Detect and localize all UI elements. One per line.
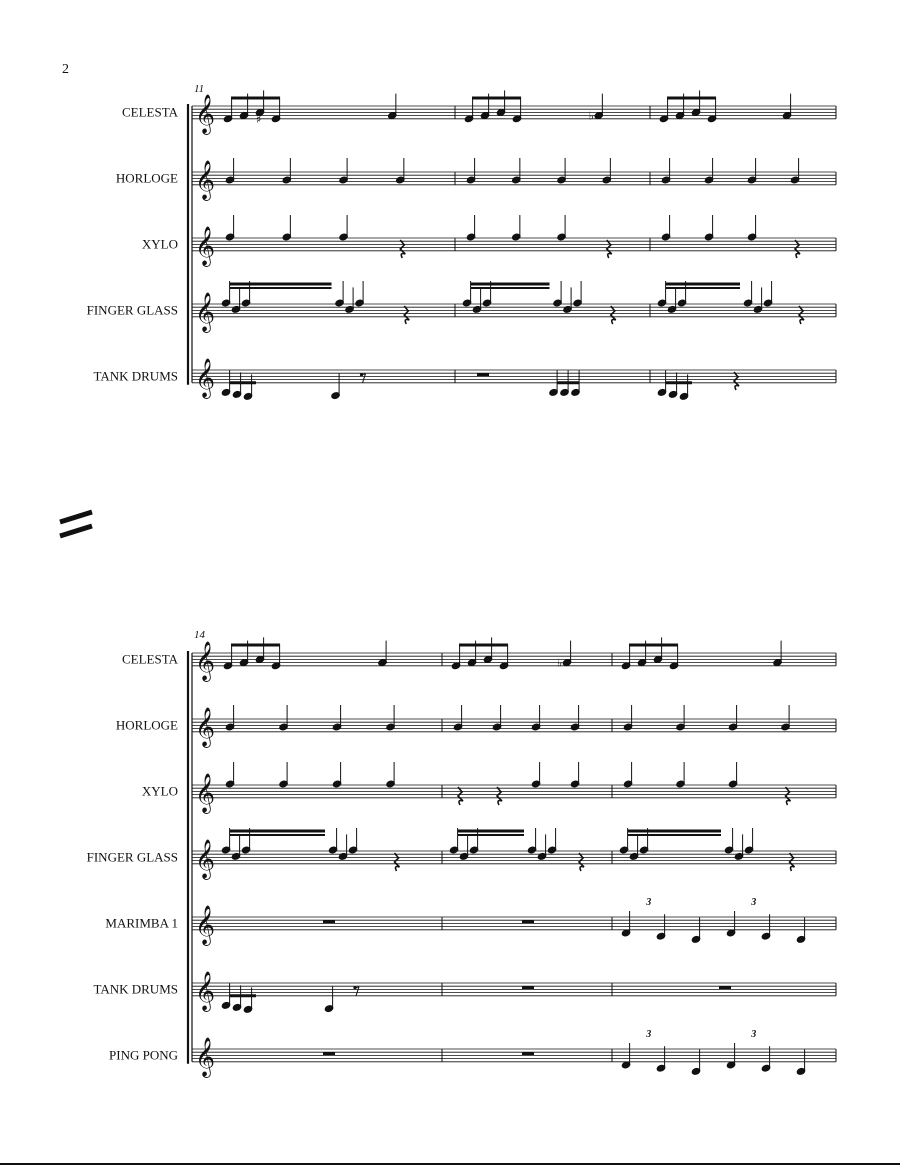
measure-number: 11 xyxy=(194,83,205,95)
sharp-icon: ♯ xyxy=(240,109,246,123)
flat-icon: ♭ xyxy=(588,109,594,123)
quarter-rest-icon xyxy=(497,787,502,805)
whole-rest-icon xyxy=(323,1052,335,1055)
whole-rest-icon xyxy=(522,920,534,923)
treble-clef-icon: 𝄞 xyxy=(195,357,216,398)
instrument-label: HORLOGE xyxy=(115,717,178,733)
instrument-label: TANK DRUMS xyxy=(93,981,178,997)
quarter-rest-icon xyxy=(786,787,791,805)
treble-clef-icon: 𝄞 xyxy=(195,772,216,813)
measure-number: 14 xyxy=(194,629,205,641)
treble-clef-icon: 𝄞 xyxy=(195,904,216,945)
instrument-label: PING PONG xyxy=(109,1047,178,1063)
quarter-rest-icon xyxy=(458,787,463,805)
whole-rest-icon xyxy=(477,373,489,376)
instrument-label: CELESTA xyxy=(121,104,178,120)
treble-clef-icon: 𝄞 xyxy=(195,225,216,266)
whole-rest-icon xyxy=(522,1052,534,1055)
whole-rest-icon xyxy=(719,986,731,989)
whole-rest-icon xyxy=(323,920,335,923)
quarter-rest-icon xyxy=(795,240,800,258)
treble-clef-icon: 𝄞 xyxy=(195,159,216,200)
flat-icon: ♭ xyxy=(557,656,563,670)
sharp-icon: ♯ xyxy=(256,112,262,126)
quarter-rest-icon xyxy=(395,853,400,871)
quarter-rest-icon xyxy=(611,306,616,324)
quarter-rest-icon xyxy=(579,853,584,871)
treble-clef-icon: 𝄞 xyxy=(195,93,216,134)
instrument-label: FINGER GLASS xyxy=(86,849,178,865)
instrument-label: HORLOGE xyxy=(115,170,178,186)
quarter-rest-icon xyxy=(790,853,795,871)
instrument-label: TANK DRUMS xyxy=(93,368,178,384)
instrument-label: XYLO xyxy=(141,236,178,252)
treble-clef-icon: 𝄞 xyxy=(195,706,216,747)
system-separator-icon xyxy=(60,526,92,536)
instrument-label: MARIMBA 1 xyxy=(105,915,178,931)
quarter-rest-icon xyxy=(734,372,739,390)
instrument-label: XYLO xyxy=(141,783,178,799)
system-separator-icon xyxy=(60,512,92,536)
system-separator-icon xyxy=(60,512,92,522)
page-number: 2 xyxy=(62,62,69,77)
treble-clef-icon: 𝄞 xyxy=(195,1036,216,1077)
tuplet-number: 3 xyxy=(646,897,652,908)
tuplet-number: 3 xyxy=(751,897,757,908)
whole-rest-icon xyxy=(522,986,534,989)
quarter-rest-icon xyxy=(400,240,405,258)
treble-clef-icon: 𝄞 xyxy=(195,838,216,879)
treble-clef-icon: 𝄞 xyxy=(195,291,216,332)
instrument-label: FINGER GLASS xyxy=(86,302,178,318)
treble-clef-icon: 𝄞 xyxy=(195,970,216,1011)
instrument-label: CELESTA xyxy=(121,651,178,667)
tuplet-number: 3 xyxy=(751,1029,757,1040)
quarter-rest-icon xyxy=(404,306,409,324)
quarter-rest-icon xyxy=(799,306,804,324)
quarter-rest-icon xyxy=(607,240,612,258)
tuplet-number: 3 xyxy=(646,1029,652,1040)
treble-clef-icon: 𝄞 xyxy=(195,640,216,681)
